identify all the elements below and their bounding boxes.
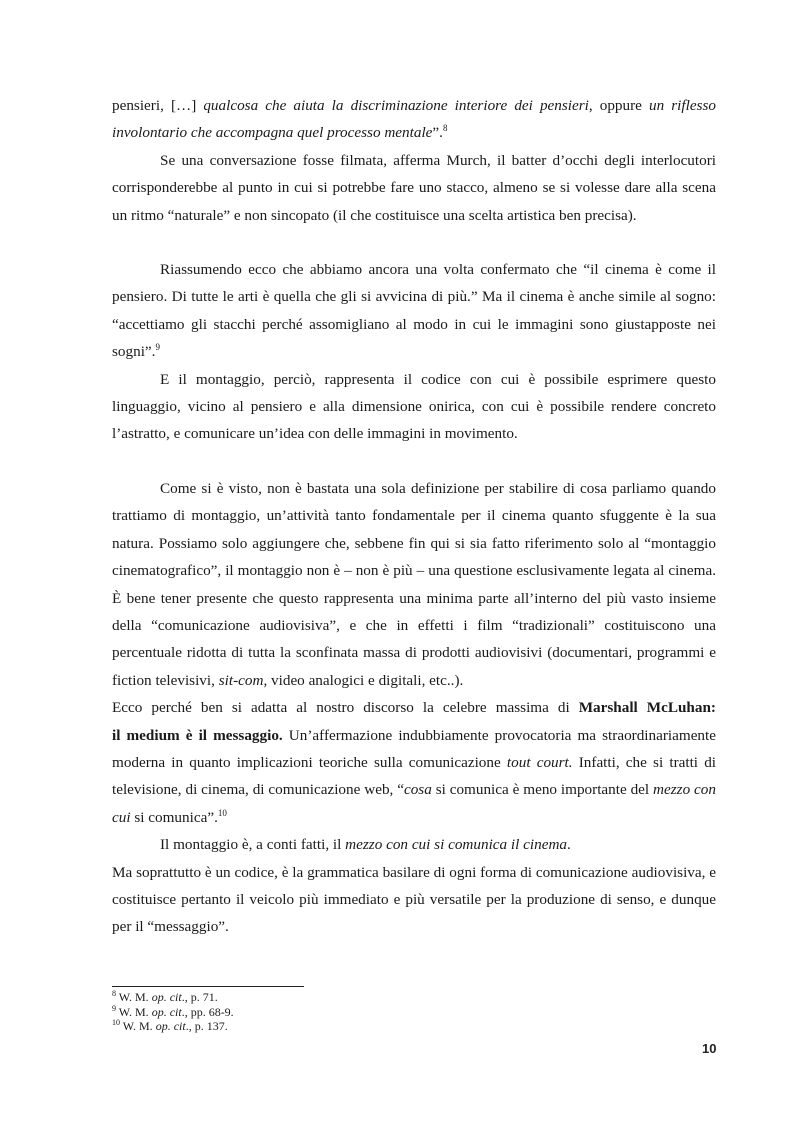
paragraph-4: E il montaggio, perciò, rappresenta il codice con cui è possibile esprimere questo linguaggio, vicino al pensiero e alla dimensione onirica, con cui è possibile rendere concreto l’astratto, e comunicare un’idea con delle immagini in movimento. (112, 370, 716, 443)
italic-quote: un riflesso involontario che accompagna quel processo mentale (112, 97, 716, 142)
italic-term: mezzo con cui (112, 781, 716, 826)
italic-term: sit-com (218, 671, 264, 689)
italic-term: op. cit (151, 990, 182, 1004)
footnote-8 (112, 990, 512, 1005)
paragraph-gap (112, 229, 716, 256)
paragraph-7 (112, 722, 716, 832)
paragraph-5 (112, 475, 716, 694)
text-span: ., p. 137. (185, 1019, 228, 1033)
footnote-ref: 9 (155, 342, 160, 353)
italic-term: mezzo con cui si comunica il cinema (345, 836, 568, 854)
text-span: Infatti, che si tratti di televisione, di cinema, di comunicazione web, “ (112, 753, 717, 799)
text-span: W. M. (116, 1004, 152, 1019)
text-span: Un’affermazione indubbiamente provocatoria ma straordinariamente moderna in quanto implicazioni teoriche sulla comunicazione (112, 726, 716, 771)
paragraph-2: Se una conversazione fosse filmata, afferma Murch, il batter d’occhi degli interlocutori corrisponderebbe al punto in cui si potrebbe fare uno stacco, almeno se si volesse dare alla scena un ritmo “naturale” e non sincopato (il che costituisce una scelta artistica ben precisa). (112, 151, 716, 224)
paragraph-gap (112, 448, 716, 475)
bold-name: Marshall McLuhan: (578, 699, 716, 717)
text-span: Ecco perché ben si adatta al nostro discorso la celebre massima di (112, 699, 579, 717)
text-span: , video analogici e digitali, etc..). (263, 671, 464, 689)
text-span: ”. (432, 124, 443, 142)
bold-quote: il medium è il messaggio. (112, 726, 283, 744)
italic-term: op. cit (155, 1019, 186, 1033)
italic-term: op. cit (151, 1004, 182, 1019)
italic-quote: qualcosa che aiuta la discriminazione interiore dei pensieri (203, 97, 589, 114)
footnote-ref: 10 (217, 807, 227, 818)
body-text (112, 92, 716, 941)
page-number: 10 (702, 1041, 717, 1056)
text-span: ., pp. 68-9. (181, 1004, 234, 1019)
footnote-9 (112, 1005, 512, 1020)
text-span: si comunica è meno importante del (431, 781, 654, 799)
paragraph-8 (112, 831, 716, 858)
paragraph-6 (112, 694, 716, 721)
footnote-10 (112, 1019, 512, 1034)
italic-term: cosa (403, 781, 432, 799)
text-span: W. M. (120, 1019, 156, 1033)
italic-term: tout court. (506, 753, 573, 771)
paragraph-3 (112, 256, 716, 366)
text-span: , oppure (588, 97, 649, 114)
text-span: ., p. 71. (181, 990, 218, 1004)
footnote-ref: 8 (442, 123, 448, 134)
text-span: Come si è visto, non è bastata una sola definizione per stabilire di cosa parliamo quando trattiamo di montaggio, un’attività tanto fondamentale per il cinema quanto sfuggente è la sua natura. Possiamo solo aggiungere che, sebbene fin qui si sia fatto riferimento solo al “montaggio cinematografico”, il montaggio non è – non è più – una questione esclusivamente legata al cinema. È bene tener presente che questo rappresenta una minima parte all’interno del più vasto insieme della “comunicazione audiovisiva”, e che in effetti i film “tradizionali” costituiscono una percentuale ridotta di tutta la sconfinata massa di prodotti audiovisivi (documentari, programmi e fiction televisivi, (112, 479, 716, 689)
footnote-number: 10 (112, 1018, 120, 1027)
paragraph-9: Ma soprattutto è un codice, è la grammatica basilare di ogni forma di comunicazione audiovisiva, e costituisce pertanto il veicolo più immediato e più versatile per la produzione di senso, e dunque per il “messaggio”. (112, 863, 716, 936)
footnotes (112, 990, 512, 1034)
text-span: W. M. (116, 990, 152, 1004)
footnote-separator (112, 986, 304, 987)
footnote-number: 9 (112, 1003, 116, 1013)
text-span: Il montaggio è, a conti fatti, il (160, 836, 346, 854)
text-span: pensieri, […] (112, 97, 204, 114)
paragraph-1 (112, 92, 716, 147)
text-span: si comunica”. (130, 808, 218, 826)
footnote-number: 8 (112, 989, 116, 998)
text-span: Riassumendo ecco che abbiamo ancora una volta confermato che “il cinema è come il pensiero. Di tutte le arti è quella che gli si avvicina di più.” Ma il cinema è anche simile al sogno: “accettiamo gli stacchi perché assomigliano al modo in cui le immagini sono giustapposte nei sogni”. (112, 261, 716, 361)
text-span: . (567, 836, 571, 854)
